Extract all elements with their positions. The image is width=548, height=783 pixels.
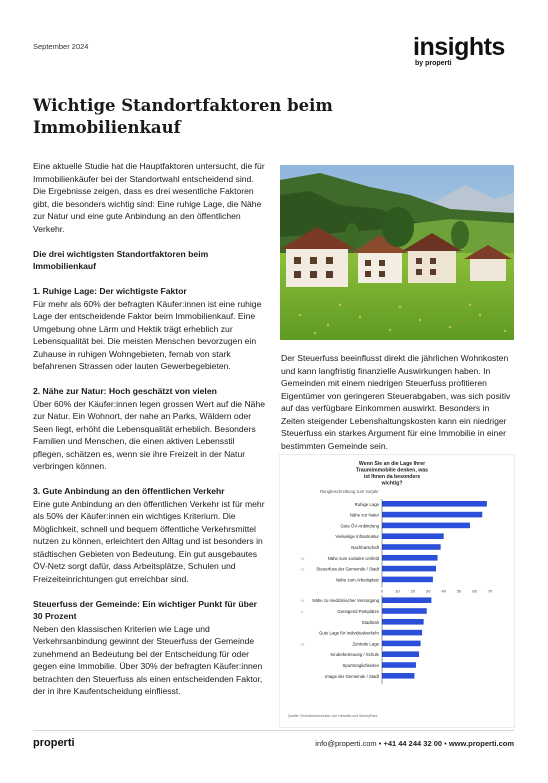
chart-bar: [382, 608, 427, 614]
chart-bar: [382, 619, 424, 625]
brand-name: insights: [413, 33, 505, 61]
chart-subtitle: Rangbeschreibung zum Vorjahr: [320, 489, 379, 494]
chart-category-label: Image der Gemeinde / Stadt: [325, 673, 379, 679]
chart-tick-label: 50: [456, 588, 462, 594]
chart-category-label: Stadtnah: [361, 619, 379, 625]
chart-bar: [382, 641, 421, 647]
chart-category-label: Nähe zur Natur: [349, 512, 379, 518]
brand-logo: [413, 34, 505, 67]
chart-category-label: Ruhige Lage: [354, 501, 379, 507]
chart-bar: [382, 651, 419, 657]
section-body-1: Für mehr als 60% der befragten Käufer:innen ist eine ruhige Lage der entscheidende Faktor beim Immobilienkauf. Eine Umgebung ohne Lärm und Hektik trägt erheblich zur Lebensqualität bei. Die meisten Menschen bevorzugen ein Zuhause in ruhigen Wohngebieten, fernab von stark befahrenen Strassen oder lauten Gewerbegebieten.: [33, 298, 262, 371]
section-steuerfuss: [33, 598, 266, 698]
village-photo: [280, 165, 514, 340]
chart-bar: [382, 523, 470, 529]
chart-bar: [382, 662, 416, 668]
chart-category-label: Genügend Parkplätze: [337, 609, 379, 614]
footer-website[interactable]: www.properti.com: [448, 739, 514, 748]
chart-title: Wenn Sie an die Lage Ihrer: [358, 461, 426, 467]
chart-category-label: Nachbarschaft: [351, 545, 379, 550]
chart-tick-label: 70: [487, 588, 493, 594]
section-oev: [33, 485, 266, 585]
section-natur: [33, 385, 266, 473]
chart-category-label: Gute ÖV-Anbindung: [340, 523, 379, 529]
section-heading-4: Steuerfuss der Gemeinde: Ein wichtiger Punkt für über 30 Prozent: [33, 598, 257, 621]
section-body-2: Über 60% der Käufer:innen legen grossen Wert auf die Nähe zur Natur. Ein Wohnort, der nahe an Parks, Wäldern oder Seen liegt, erhöht die Lebensqualität erheblich. Besonders Familien und Menschen, die einen aktiven Lebensstil pflegen, schätzen es, wenn sie ihre Freizeit in der Natur verbringen können.: [33, 398, 266, 471]
section-body-3: Eine gute Anbindung an den öffentlichen Verkehr ist für mehr als 50% der Käufer:innen ein wichtiges Kriterium. Die Möglichkeit, schnell und bequem öffentliche Verkehrsmittel nutzen zu können, erleichtert den Alltag und ist besonders in städtischen Gebieten von Bedeutung. Ein gut ausgebautes ÖV-Netz sorgt dafür, dass Arbeitsplätze, Schulen und Freizeiteinrichtungen gut erreichbar sind.: [33, 498, 265, 584]
chart-bar: [382, 577, 433, 583]
footer-separator: •: [442, 739, 449, 748]
chart-category-label: Sportmöglichkeiten: [342, 663, 379, 668]
chart-bar: [382, 533, 444, 539]
chart-bar: [382, 597, 431, 603]
chart-category-label: Nähe zum sozialen Umfeld: [327, 555, 379, 561]
section-ruhige-lage: [33, 285, 266, 373]
chart-rank-change: +1: [300, 567, 305, 572]
chart-bar: [382, 673, 414, 679]
footer-email[interactable]: info@properti.com: [315, 739, 377, 748]
intro-paragraph: Eine aktuelle Studie hat die Hauptfaktoren untersucht, die für Immobilienkäufer bei der Standortwahl entscheidend sind. Die Ergebnisse zeigen, dass es drei wesentliche Faktoren gibt, die besonders wichtig sind: Eine ruhige Lage, die Nähe zur Natur und eine gute Anbindung an den öffentlichen Verkehr.: [33, 161, 265, 234]
chart-bar: [382, 630, 422, 636]
chart-rank-change: +1: [300, 556, 305, 561]
right-paragraph: Der Steuerfuss beeinflusst direkt die jährlichen Wohnkosten und kann langfristig finanzielle Auswirkungen haben. In Gemeinden mit einem niedrigen Steuerfuss profitieren Eigentümer von geringeren Steuerabgaben, was sich positiv auf das verfügbare Einkommen auswirkt. Besonders in Zeiten steigender Lebenshaltungskosten kann ein niedriger Steuerfuss ein starkes Argument für eine Immobilie in einer bestimmten Gemeinde sein.: [281, 353, 511, 451]
survey-chart: [280, 455, 514, 727]
chart-bar: [382, 512, 482, 518]
chart-bar: [382, 555, 438, 561]
page-title: Wichtige Standortfaktoren beim Immobilienkauf: [33, 96, 333, 137]
chart-tick-label: 0: [380, 588, 384, 594]
chart-category-label: Nähe zum Arbeitsplatz: [336, 577, 379, 583]
chart-bar: [382, 566, 436, 572]
chart-title: Traumimmobilie denken, was: [355, 467, 429, 474]
footer-separator: •: [376, 739, 384, 748]
section-heading-1: 1. Ruhige Lage: Der wichtigste Faktor: [33, 286, 187, 296]
chart-rank-change: +1: [300, 599, 305, 604]
issue-date: September 2024: [33, 42, 89, 51]
chart-source: Quelle: Wohnimmomonitor von Helvetia und MoneyPark: [288, 714, 378, 718]
footer-phone[interactable]: +41 44 244 32 00: [383, 739, 443, 748]
brand-subtitle: by properti: [415, 60, 452, 67]
footer-divider: [33, 730, 514, 731]
section-heading-2: 2. Nähe zur Natur: Hoch geschätzt von vielen: [33, 386, 217, 396]
chart-rank-change: +1: [300, 642, 305, 647]
chart-tick-label: 40: [441, 588, 446, 594]
chart-bar: [382, 501, 487, 507]
chart-tick-label: 20: [410, 588, 416, 594]
chart-tick-label: 30: [426, 588, 431, 594]
section-body-4: Neben den klassischen Kriterien wie Lage und Verkehrsanbindung gewinnt der Steuerfuss der Gemeinde zunehmend an Bedeutung bei der Entscheidung für oder gegen eine Immobilie. Über 30% der befragten Käufer:innen betrachten den Steuerfuss als einen entscheidenden Faktor, der in ihre Kaufentscheidung einfliesst.: [33, 623, 263, 696]
chart-title: wichtig?: [381, 480, 403, 487]
footer-contact: [315, 739, 514, 748]
chart-category-label: Vielseitige Infrastruktur: [335, 534, 379, 540]
chart-bar: [382, 544, 441, 550]
chart-title: ist Ihnen da besonders: [363, 474, 421, 480]
section-heading-3: 3. Gute Anbindung an den öffentlichen Verkehr: [33, 486, 225, 496]
footer-logo: properti: [33, 737, 75, 749]
chart-canvas: [280, 455, 514, 727]
chart-category-label: Nähe zu medizinischer Versorgung: [312, 598, 379, 604]
chart-tick-label: 60: [472, 588, 477, 594]
chart-category-label: Zentrale Lage: [352, 641, 379, 647]
chart-category-label: Gute Lage für Individualverkehr: [319, 630, 379, 636]
chart-tick-label: 10: [395, 588, 400, 594]
section-heading: Die drei wichtigsten Standortfaktoren beim Immobilienkauf: [33, 248, 209, 271]
chart-category-label: Kinderbetreuung / Schule: [330, 652, 379, 658]
chart-rank-change: -1: [300, 610, 304, 614]
chart-category-label: Steuerfuss der Gemeinde / Stadt: [316, 566, 379, 572]
left-column: [33, 160, 266, 698]
